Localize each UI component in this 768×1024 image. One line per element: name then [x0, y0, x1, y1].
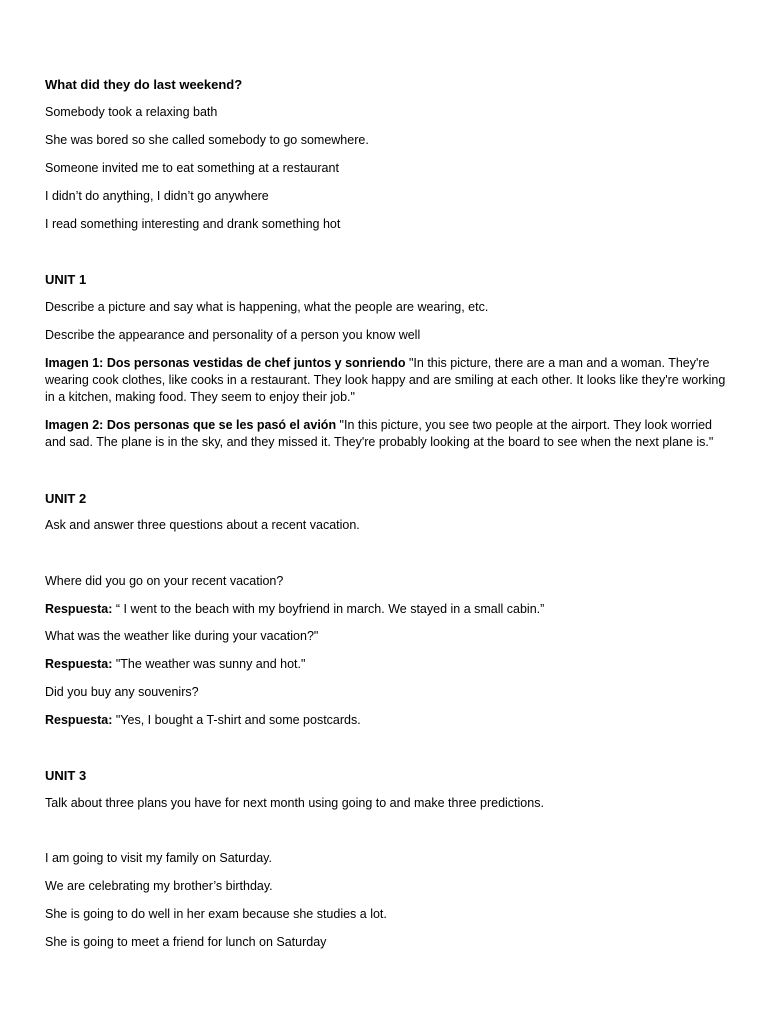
answer-label: Respuesta: — [45, 713, 113, 727]
image-label: Imagen 1: Dos personas vestidas de chef juntos y sonriendo — [45, 356, 406, 370]
answer-text: "The weather was sunny and hot." — [112, 657, 306, 671]
question: Where did you go on your recent vacation? — [45, 574, 284, 588]
unit1-title: UNIT 1 — [45, 272, 87, 287]
weekend-line: She was bored so she called somebody to go somewhere. — [45, 133, 369, 147]
weekend-line: I didn’t do anything, I didn’t go anywhere — [45, 189, 269, 203]
answer-label: Respuesta: — [45, 657, 113, 671]
question: Did you buy any souvenirs? — [45, 685, 199, 699]
weekend-line: Someone invited me to eat something at a restaurant — [45, 161, 339, 175]
unit3-line: I am going to visit my family on Saturday. — [45, 851, 272, 865]
unit1-image-2 — [45, 417, 735, 451]
unit2-title: UNIT 2 — [45, 491, 87, 506]
answer-text: “ I went to the beach with my boyfriend in march. We stayed in a small cabin.” — [112, 602, 545, 616]
answer — [45, 712, 735, 729]
image-label: Imagen 2: Dos personas que se les pasó el avión — [45, 418, 337, 432]
unit1-image-1 — [45, 355, 735, 406]
unit3-line: We are celebrating my brother’s birthday. — [45, 879, 273, 893]
question: What was the weather like during your vacation?" — [45, 629, 319, 643]
unit3-title: UNIT 3 — [45, 768, 87, 783]
answer — [45, 656, 735, 673]
unit3-task: Talk about three plans you have for next month using going to and make three predictions. — [45, 796, 544, 810]
answer-label: Respuesta: — [45, 602, 113, 616]
unit2-task: Ask and answer three questions about a recent vacation. — [45, 518, 360, 532]
unit3-line: She is going to do well in her exam because she studies a lot. — [45, 907, 387, 921]
answer-text: "Yes, I bought a T-shirt and some postcards. — [112, 713, 361, 727]
unit1-task: Describe the appearance and personality of a person you know well — [45, 328, 421, 342]
section-title-weekend: What did they do last weekend? — [45, 77, 243, 92]
unit3-line: She is going to meet a friend for lunch on Saturday — [45, 935, 327, 949]
weekend-line: I read something interesting and drank something hot — [45, 217, 341, 231]
image-description: "In this picture, you see two people at the airport. They look worried and sad. The plane is in the sky, and they missed it. They're probably looking at the board to see when the next plane is." — [45, 418, 714, 449]
image-description: "In this picture, there are a man and a woman. They're wearing cook clothes, like cooks in a restaurant. They look happy and are smiling at each other. It looks like they're working in a kitchen, making food. They seem to enjoy their job." — [45, 356, 726, 404]
weekend-line: Somebody took a relaxing bath — [45, 105, 218, 119]
answer — [45, 601, 735, 618]
unit1-task: Describe a picture and say what is happening, what the people are wearing, etc. — [45, 300, 489, 314]
